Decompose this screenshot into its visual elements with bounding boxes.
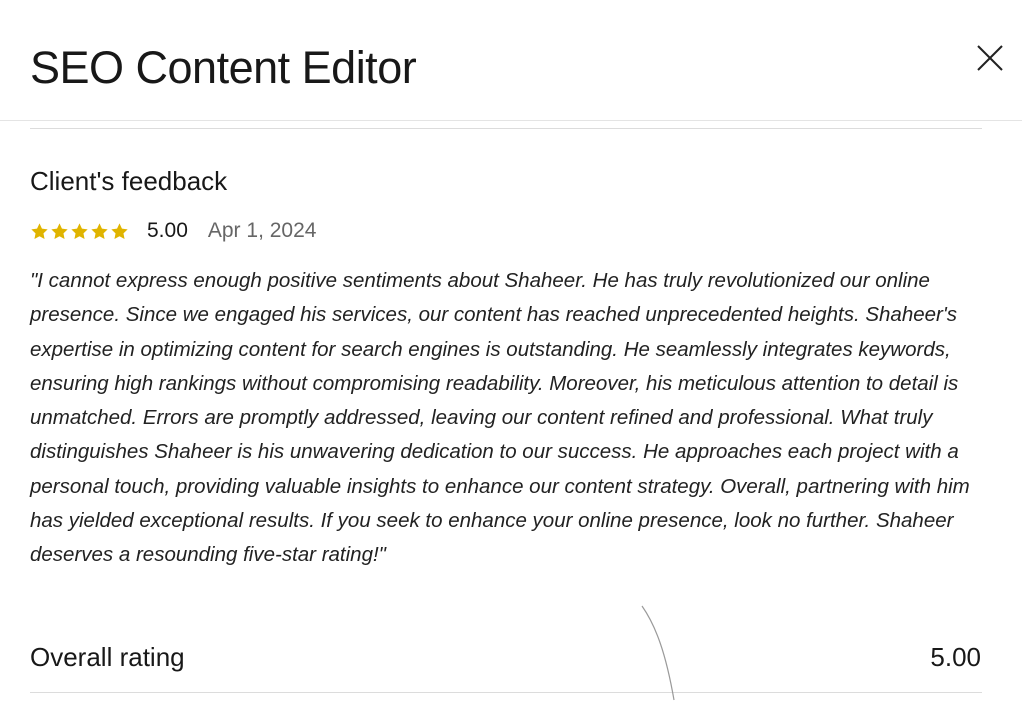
bottom-divider xyxy=(30,692,982,693)
modal-header xyxy=(0,0,1022,121)
section-divider xyxy=(30,128,982,129)
overall-rating-value: 5.00 xyxy=(930,642,981,672)
modal-title: SEO Content Editor xyxy=(30,42,417,93)
feedback-score: 5.00 xyxy=(147,219,188,242)
star-icon xyxy=(90,222,109,241)
feedback-date: Apr 1, 2024 xyxy=(207,219,317,242)
star-rating xyxy=(30,222,129,241)
star-icon xyxy=(50,222,69,241)
pen-stroke-mark xyxy=(630,600,690,702)
overall-rating-label: Overall rating xyxy=(30,642,185,672)
close-icon xyxy=(976,44,1004,72)
review-text: "I cannot express enough positive sentiments about Shaheer. He has truly revolutionized our online presence. Since we engaged his services, our content has reached unprecedented heights. Shaheer's expertise in optimizing content for search engines is outstanding. He seamlessly integrates keywords, ensuring high rankings without compromising readability. Moreover, his meticulous attention to detail is unmatched. Errors are promptly addressed, leaving our content refined and professional. What truly distinguishes Shaheer is his unwavering dedication to our success. He approaches each project with a personal touch, providing valuable insights to enhance our content strategy. Overall, partnering with him has yielded exceptional results. If you seek to enhance your online presence, look no further. Shaheer deserves a resounding five-star rating!" xyxy=(30,269,970,567)
star-icon xyxy=(70,222,89,241)
star-icon xyxy=(110,222,129,241)
close-button[interactable] xyxy=(970,38,1010,78)
feedback-meta xyxy=(30,216,316,246)
feedback-heading: Client's feedback xyxy=(30,166,228,196)
star-icon xyxy=(30,222,49,241)
